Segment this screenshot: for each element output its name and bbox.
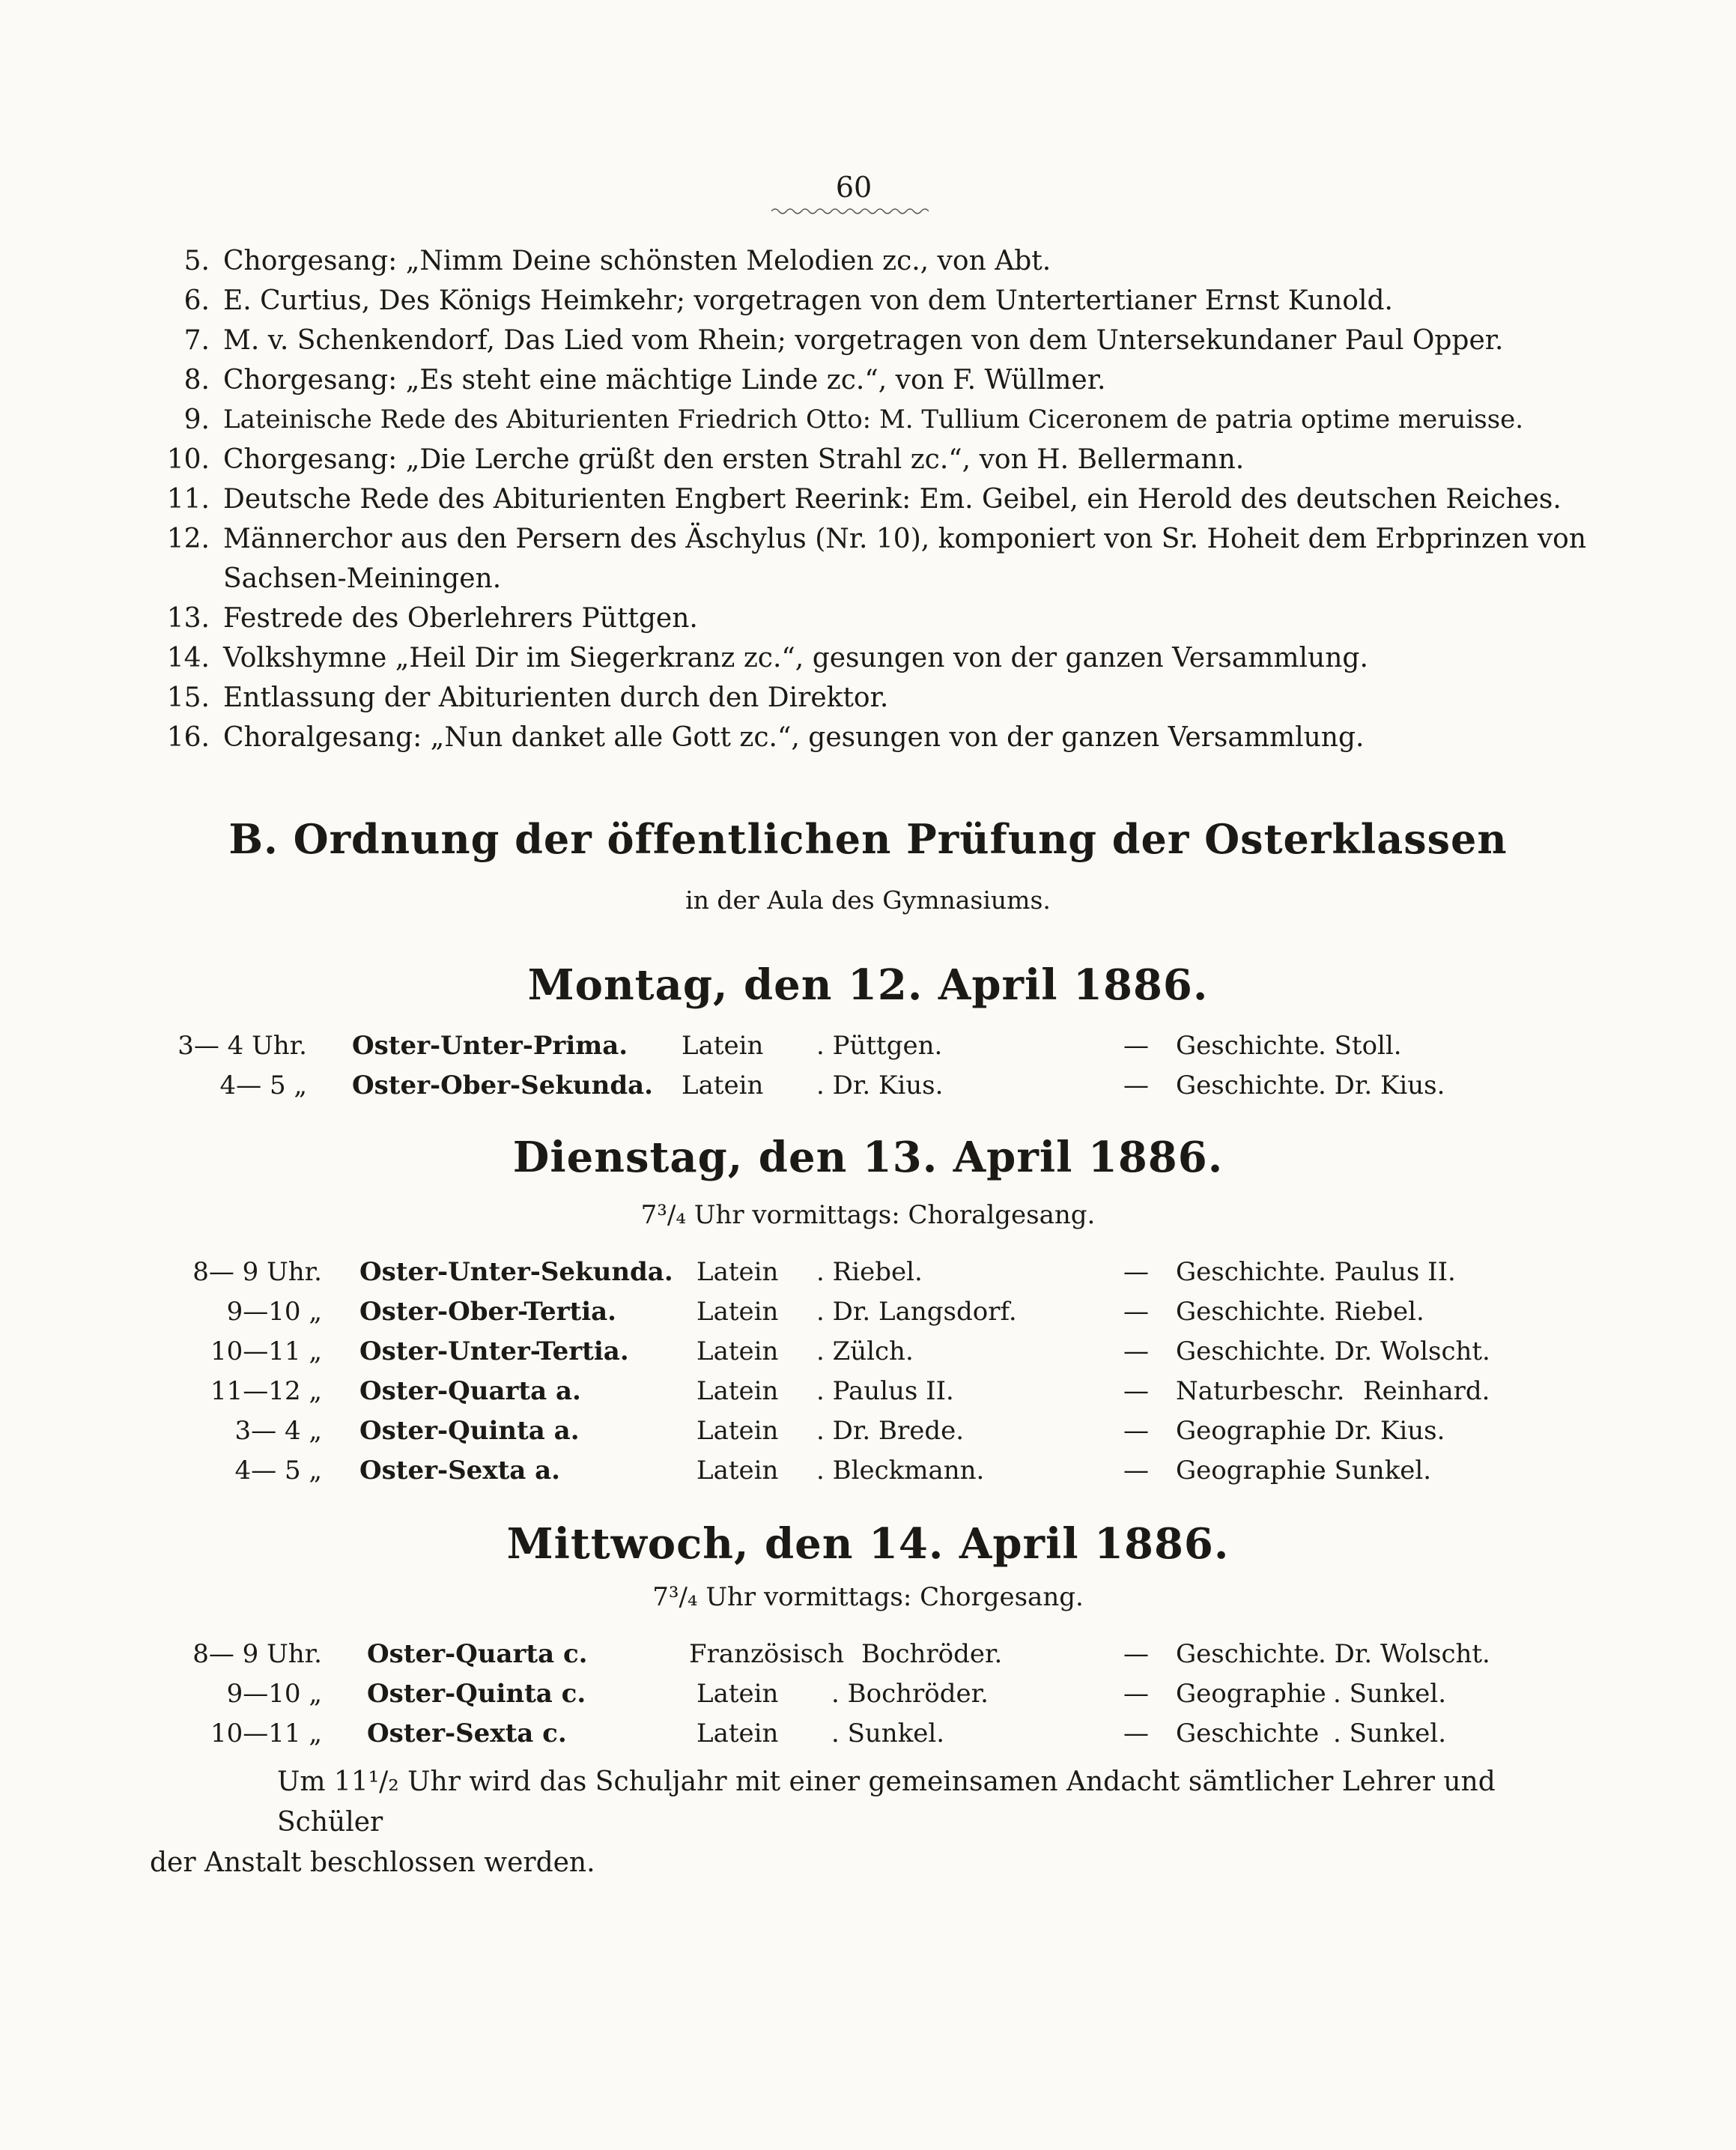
dash: —	[1123, 1376, 1149, 1406]
teacher-cell: . Püttgen.	[816, 1031, 943, 1061]
schedule-wednesday	[0, 1635, 1736, 1754]
subject-cell: Latein	[696, 1376, 779, 1406]
program-item	[150, 321, 1573, 360]
schedule-row	[0, 1253, 1736, 1292]
item-number	[150, 559, 223, 599]
program-item	[150, 479, 1573, 519]
program-item	[150, 241, 1573, 281]
class-cell: Oster-Quarta a.	[359, 1376, 581, 1406]
item-text: Chorgesang: „Die Lerche grüßt den ersten Strahl zc.“, von H. Bellermann.	[223, 444, 1245, 475]
item-text: Deutsche Rede des Abiturienten Engbert Reerink: Em. Geibel, ein Herold des deutschen Reiches.	[223, 484, 1562, 515]
time-cell: 10—11 „	[210, 1336, 322, 1366]
item-text: Volkshymne „Heil Dir im Siegerkranz zc.“, gesungen von der ganzen Versammlung.	[223, 643, 1368, 673]
item-text: Männerchor aus den Persern des Äschylus (Nr. 10), komponiert von Sr. Hoheit dem Erbprinzen von	[223, 524, 1587, 554]
teacher-cell: . Dr. Langsdorf.	[816, 1297, 1017, 1327]
item-number: 16.	[166, 722, 210, 753]
class-cell: Oster-Unter-Prima.	[352, 1031, 628, 1061]
subject-cell: Latein	[696, 1257, 779, 1287]
class-cell: Oster-Unter-Sekunda.	[359, 1257, 673, 1287]
time-cell: 3— 4 „	[234, 1416, 322, 1446]
dash: —	[1123, 1336, 1149, 1366]
schedule-row	[0, 1372, 1736, 1411]
item-number: 5.	[183, 246, 210, 276]
teacher-cell: . Sunkel.	[1333, 1679, 1447, 1709]
subject-cell: Geschichte	[1176, 1719, 1320, 1748]
subject-cell: Geschichte	[1176, 1639, 1320, 1669]
item-number: 9.	[183, 405, 210, 435]
dash: —	[1123, 1031, 1149, 1061]
day-note: 7³/₄ Uhr vormittags: Chorgesang.	[652, 1582, 1084, 1612]
page-number: 60	[835, 171, 872, 204]
subject-cell: Französisch	[689, 1639, 845, 1669]
teacher-cell: . Dr. Wolscht.	[1318, 1639, 1490, 1669]
closing-line: Um 11¹/₂ Uhr wird das Schuljahr mit einer gemeinsamen Andacht sämtlicher Lehrer und Schüler	[277, 1766, 1496, 1838]
teacher-cell: . Paulus II.	[816, 1376, 954, 1406]
item-text: Entlassung der Abiturienten durch den Direktor.	[223, 682, 889, 713]
subject-cell: Latein	[696, 1297, 779, 1327]
teacher-cell: . Stoll.	[1318, 1031, 1402, 1061]
item-number: 11.	[166, 484, 210, 515]
subject-cell: Latein	[696, 1336, 779, 1366]
section-b-subtitle: in der Aula des Gymnasiums.	[685, 885, 1051, 915]
schedule-row	[0, 1066, 1736, 1106]
class-cell: Oster-Unter-Tertia.	[359, 1336, 629, 1366]
day-title: Mittwoch, den 14. April 1886.	[506, 1519, 1230, 1569]
dash: —	[1123, 1719, 1149, 1748]
subject-cell: Naturbeschr.	[1176, 1376, 1345, 1406]
time-cell: 4— 5 „	[234, 1456, 322, 1486]
subject-cell: Latein	[696, 1719, 779, 1748]
item-text: Choralgesang: „Nun danket alle Gott zc.“, gesungen von der ganzen Versammlung.	[223, 722, 1365, 753]
section-b-title: B. Ordnung der öffentlichen Prüfung der Osterklassen	[228, 815, 1508, 863]
class-cell: Oster-Quarta c.	[367, 1639, 588, 1669]
class-cell: Oster-Sexta c.	[367, 1719, 567, 1748]
teacher-cell: . Paulus II.	[1318, 1257, 1456, 1287]
subject-cell: Geographie	[1176, 1456, 1326, 1486]
dash: —	[1123, 1297, 1149, 1327]
day-note: 7³/₄ Uhr vormittags: Choralgesang.	[640, 1200, 1096, 1230]
program-item	[150, 440, 1573, 479]
subject-cell: Latein	[682, 1031, 764, 1061]
teacher-cell: . Sunkel.	[1318, 1456, 1432, 1486]
teacher-cell: Bochröder.	[861, 1639, 1003, 1669]
time-cell: 4— 5 „	[219, 1071, 307, 1100]
teacher-cell: . Sunkel.	[831, 1719, 945, 1748]
schedule-row	[0, 1714, 1736, 1754]
teacher-cell: . Zülch.	[816, 1336, 914, 1366]
teacher-cell: . Bochröder.	[831, 1679, 989, 1709]
item-number: 15.	[166, 682, 210, 713]
teacher-cell: . Riebel.	[816, 1257, 923, 1287]
item-number: 6.	[183, 285, 210, 316]
dash: —	[1123, 1456, 1149, 1486]
time-cell: 3— 4 Uhr.	[177, 1031, 307, 1061]
time-cell: 9—10 „	[226, 1679, 322, 1709]
subject-cell: Latein	[682, 1071, 764, 1100]
dash: —	[1123, 1416, 1149, 1446]
time-cell: 8— 9 Uhr.	[192, 1257, 322, 1287]
item-text: Chorgesang: „Nimm Deine schönsten Melodien zc., von Abt.	[223, 246, 1051, 276]
item-number: 10.	[166, 444, 210, 475]
program-item	[150, 519, 1587, 559]
item-number: 14.	[166, 643, 210, 673]
teacher-cell: . Dr. Wolscht.	[1318, 1336, 1490, 1366]
subject-cell: Geschichte	[1176, 1031, 1320, 1061]
schedule-row	[0, 1674, 1736, 1714]
schedule-row	[0, 1026, 1736, 1066]
program-item	[150, 400, 1573, 440]
schedule-row	[0, 1411, 1736, 1451]
schedule-monday	[0, 1026, 1736, 1106]
schedule-row	[0, 1332, 1736, 1372]
teacher-cell: Reinhard.	[1363, 1376, 1490, 1406]
day-title: Montag, den 12. April 1886.	[527, 960, 1209, 1010]
item-text: Lateinische Rede des Abiturienten Friedrich Otto: M. Tullium Ciceronem de patria optime meruisse.	[223, 405, 1524, 434]
subject-cell: Latein	[696, 1679, 779, 1709]
time-cell: 9—10 „	[226, 1297, 322, 1327]
teacher-cell: . Dr. Kius.	[1318, 1071, 1445, 1100]
subject-cell: Geschichte	[1176, 1336, 1320, 1366]
schedule-tuesday	[0, 1253, 1736, 1491]
time-cell: 10—11 „	[210, 1719, 322, 1748]
class-cell: Oster-Quinta c.	[367, 1679, 586, 1709]
teacher-cell: . Dr. Brede.	[816, 1416, 965, 1446]
subject-cell: Geschichte	[1176, 1071, 1320, 1100]
time-cell: 11—12 „	[210, 1376, 322, 1406]
program-item	[150, 281, 1573, 321]
class-cell: Oster-Sexta a.	[359, 1456, 561, 1486]
item-text: Festrede des Oberlehrers Püttgen.	[223, 603, 698, 634]
ornament-rule	[771, 207, 929, 216]
subject-cell: Geographie	[1176, 1679, 1326, 1709]
dash: —	[1123, 1679, 1149, 1709]
dash: —	[1123, 1071, 1149, 1100]
dash: —	[1123, 1639, 1149, 1669]
class-cell: Oster-Ober-Tertia.	[359, 1297, 616, 1327]
dash: —	[1123, 1257, 1149, 1287]
program-item	[150, 360, 1573, 400]
subject-cell: Latein	[696, 1416, 779, 1446]
schedule-row	[0, 1292, 1736, 1332]
subject-cell: Geschichte	[1176, 1297, 1320, 1327]
teacher-cell: . Bleckmann.	[816, 1456, 985, 1486]
schedule-row	[0, 1451, 1736, 1491]
closing-paragraph	[150, 1762, 1573, 1883]
program-item	[150, 599, 1573, 638]
teacher-cell: . Dr. Kius.	[816, 1071, 944, 1100]
subject-cell: Geschichte	[1176, 1257, 1320, 1287]
teacher-cell: . Dr. Kius.	[1318, 1416, 1445, 1446]
program-item	[150, 718, 1573, 757]
class-cell: Oster-Quinta a.	[359, 1416, 580, 1446]
time-cell: 8— 9 Uhr.	[192, 1639, 322, 1669]
item-text: M. v. Schenkendorf, Das Lied vom Rhein; vorgetragen von dem Untersekundaner Paul Opper.	[223, 325, 1504, 356]
item-text: E. Curtius, Des Königs Heimkehr; vorgetragen von dem Untertertianer Ernst Kunold.	[223, 285, 1393, 316]
program-item	[150, 678, 1573, 718]
subject-cell: Geographie	[1176, 1416, 1326, 1446]
schedule-row	[0, 1635, 1736, 1674]
item-number: 8.	[183, 365, 210, 396]
teacher-cell: . Riebel.	[1318, 1297, 1424, 1327]
day-title: Dienstag, den 13. April 1886.	[512, 1133, 1224, 1182]
program-item	[150, 638, 1573, 678]
program-item	[150, 559, 1573, 599]
teacher-cell: . Sunkel.	[1333, 1719, 1447, 1748]
item-number: 13.	[166, 603, 210, 634]
item-number: 12.	[166, 524, 210, 554]
item-text: Chorgesang: „Es steht eine mächtige Linde zc.“, von F. Wüllmer.	[223, 365, 1106, 396]
class-cell: Oster-Ober-Sekunda.	[352, 1071, 653, 1100]
subject-cell: Latein	[696, 1456, 779, 1486]
item-text: Sachsen-Meiningen.	[223, 563, 502, 594]
closing-line: der Anstalt beschlossen werden.	[150, 1847, 595, 1878]
item-number: 7.	[183, 325, 210, 356]
program-list	[150, 241, 1587, 757]
